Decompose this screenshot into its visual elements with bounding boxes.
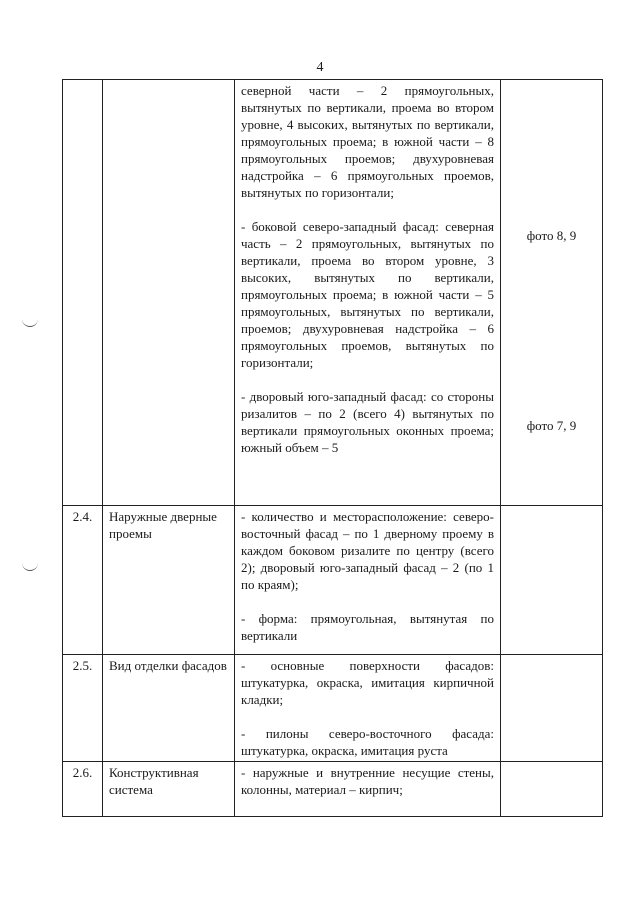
photo-reference: фото 7, 9 [526,418,577,433]
photo-references [501,80,603,506]
photo-references [501,655,603,762]
description-paragraph: - дворовый юго-западный фасад: со стороны ризалитов – по 2 (всего 4) вытянутых по вертикали прямоугольных оконных проема; южный объем – 5 [241,389,494,455]
table-row [63,655,603,762]
table-row [63,80,603,506]
row-number: 2.4. [63,506,103,655]
row-title: Наружные дверные проемы [103,506,235,655]
description-paragraph: - количество и месторасположение: северо-восточный фасад – по 1 дверному проему в каждом боковом ризалите по центру (всего 2); дворовый юго-западный фасад – 2 (по 1 по краям); [241,509,494,592]
description-paragraph: - форма: прямоугольная, вытянутая по вертикали [241,611,494,643]
table-row [63,762,603,817]
facade-description-table [62,79,603,817]
description-paragraph: северной части – 2 прямоугольных, вытянутых по вертикали, проема во втором уровне, 4 высоких, вытянутых по вертикали, прямоугольных проема; в южной части – 8 прямоугольных проемов; двухуровневая надстройка – 6 прямоугольных проемов, вытянутых по горизонтали; [241,83,494,200]
photo-references [501,506,603,655]
description-paragraph: - боковой северо-западный фасад: северная часть – 2 прямоугольных, вытянутых по вертикали, проема во втором уровне, 3 высоких, вытянутых по вертикали, прямоугольных проема; в южной части – 5 прямоугольных, вытянутых по вертикали, проемов; двухуровневая надстройка – 6 прямоугольных проемов, вытянутых по горизонтали; [241,219,494,370]
row-description [235,506,501,655]
row-number: 2.6. [63,762,103,817]
row-number [63,80,103,506]
description-paragraph: - наружные и внутренние несущие стены, колонны, материал – кирпич; [241,765,494,797]
row-description [235,655,501,762]
photo-reference: фото 8, 9 [526,228,577,243]
photo-references [501,762,603,817]
row-title [103,80,235,506]
margin-mark [22,318,38,327]
page-number: 4 [316,60,324,75]
row-title: Конструктивная система [103,762,235,817]
table-row [63,506,603,655]
row-description [235,80,501,506]
margin-mark [22,562,38,571]
row-description [235,762,501,817]
row-title: Вид отделки фасадов [103,655,235,762]
description-paragraph: - пилоны северо-восточного фасада: штукатурка, окраска, имитация руста [241,726,494,758]
description-paragraph: - основные поверхности фасадов: штукатурка, окраска, имитация кирпичной кладки; [241,658,494,707]
row-number: 2.5. [63,655,103,762]
